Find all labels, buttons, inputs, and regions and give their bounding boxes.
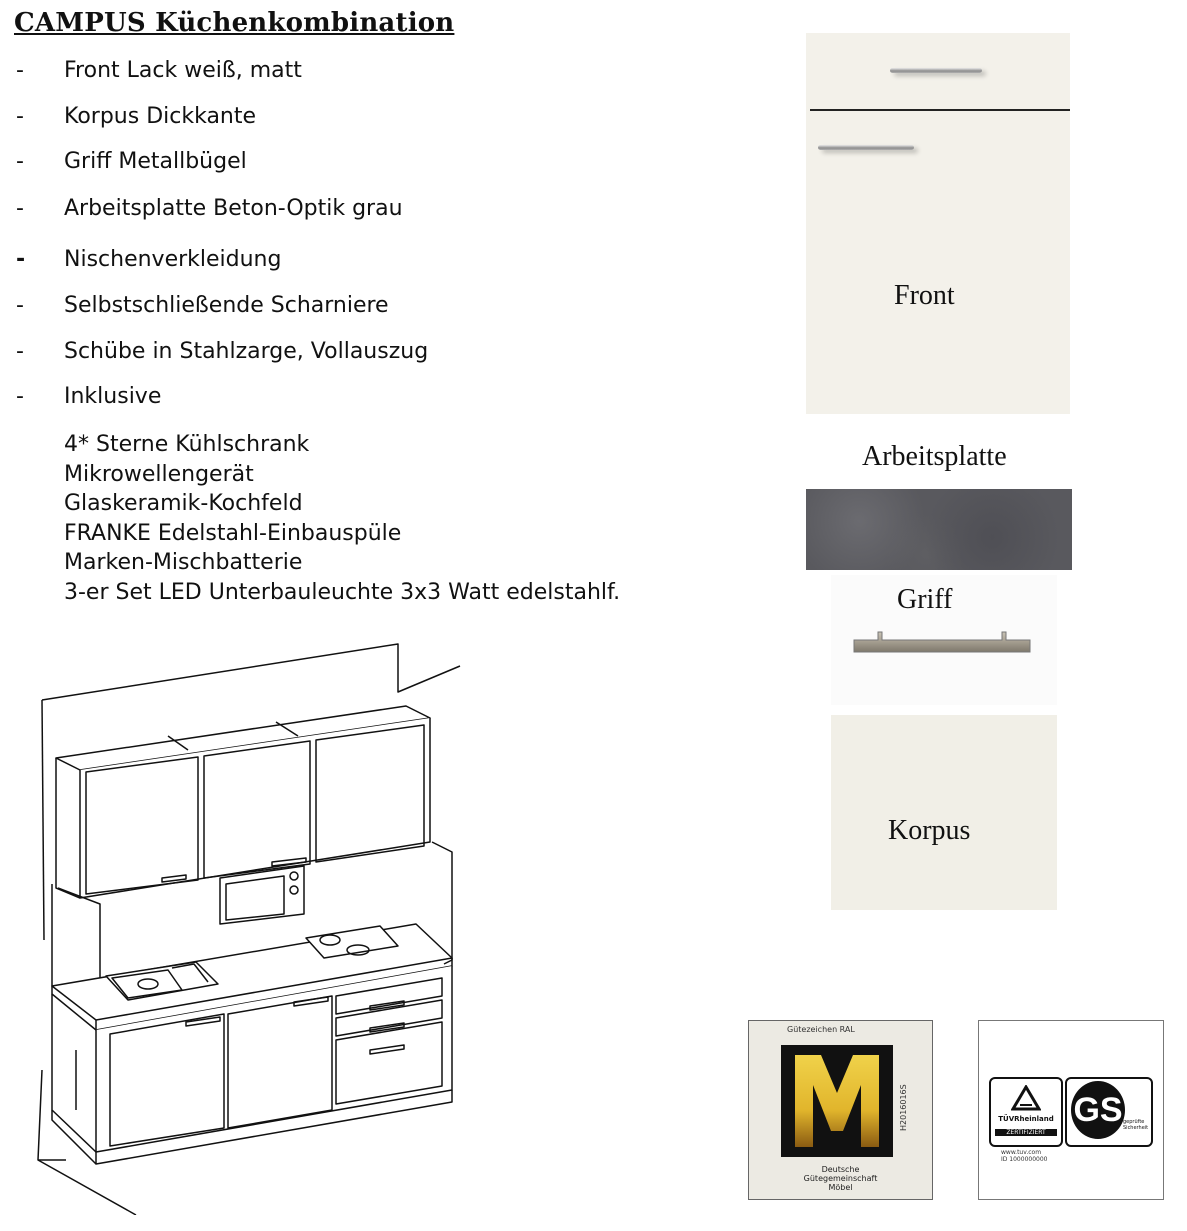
gs-mark: GS (1071, 1081, 1125, 1139)
feature-text: Inklusive (64, 384, 162, 409)
feature-text: Nischenverkleidung (64, 247, 282, 272)
bullet-dash: - (16, 247, 26, 272)
bullet-dash: - (16, 149, 24, 174)
bullet-dash: - (16, 196, 24, 221)
tuv-gs-badge (978, 1020, 1164, 1200)
tuv-triangle-icon (1011, 1085, 1041, 1111)
feature-text: Front Lack weiß, matt (64, 58, 302, 83)
kitchen-line-drawing (36, 640, 466, 1215)
griff-label: Griff (897, 584, 953, 615)
included-item: 4* Sterne Kühlschrank (64, 432, 310, 457)
front-swatch (806, 33, 1070, 414)
feature-text: Korpus Dickkante (64, 104, 257, 129)
ral-org-line: Deutsche (821, 1165, 860, 1174)
korpus-swatch (831, 715, 1057, 910)
tuv-small-line: www.tuv.com (1001, 1149, 1042, 1156)
tuv-certified: ZERTIFIZIERT (995, 1129, 1057, 1136)
included-item: FRANKE Edelstahl-Einbauspüle (64, 520, 402, 546)
bullet-dash: - (16, 58, 24, 83)
feature-text: Schübe in Stahlzarge, Vollauszug (64, 339, 429, 364)
bullet-dash: - (16, 384, 24, 409)
tuv-small-line: ID 1000000000 (1001, 1156, 1048, 1163)
griff-handle-image (852, 630, 1032, 654)
ral-org-line: Gütegemeinschaft (803, 1174, 878, 1183)
arbeitsplatte-label: Arbeitsplatte (862, 441, 1007, 472)
ral-badge-title: Gütezeichen RAL (787, 1025, 855, 1034)
ral-badge-code: H2016016S (899, 1084, 908, 1131)
bullet-dash: - (16, 293, 24, 318)
feature-text: Arbeitsplatte Beton-Optik grau (64, 196, 403, 221)
included-item: Glaskeramik-Kochfeld (64, 491, 303, 516)
ral-org-line: Möbel (828, 1183, 853, 1192)
feature-text: Griff Metallbügel (64, 149, 247, 174)
tuv-logo (989, 1077, 1063, 1147)
included-item: Marken-Mischbatterie (64, 550, 303, 575)
ral-badge-org (749, 1165, 932, 1192)
korpus-label: Korpus (888, 815, 971, 846)
gs-subtitle: geprüfte Sicherheit (1123, 1119, 1149, 1131)
arbeitsplatte-swatch (806, 489, 1072, 570)
front-handle-bottom (818, 145, 914, 150)
included-item: 3-er Set LED Unterbauleuchte 3x3 Watt edelstahlf. (64, 579, 621, 605)
tuv-name: TÜVRheinland (998, 1115, 1054, 1123)
ral-m-logo (781, 1045, 893, 1157)
ral-quality-badge (748, 1020, 933, 1200)
included-item: Mikrowellengerät (64, 461, 254, 487)
bullet-dash: - (16, 104, 24, 129)
feature-text: Selbstschließende Scharniere (64, 293, 389, 318)
front-handle-top (890, 68, 982, 73)
front-drawer-line (810, 109, 1070, 111)
front-label: Front (894, 280, 955, 311)
included-list (64, 430, 620, 607)
page-title: CAMPUS Küchenkombination (14, 8, 455, 38)
tuv-small-print (1001, 1149, 1047, 1163)
gs-logo (1065, 1077, 1153, 1147)
bullet-dash: - (16, 339, 24, 364)
